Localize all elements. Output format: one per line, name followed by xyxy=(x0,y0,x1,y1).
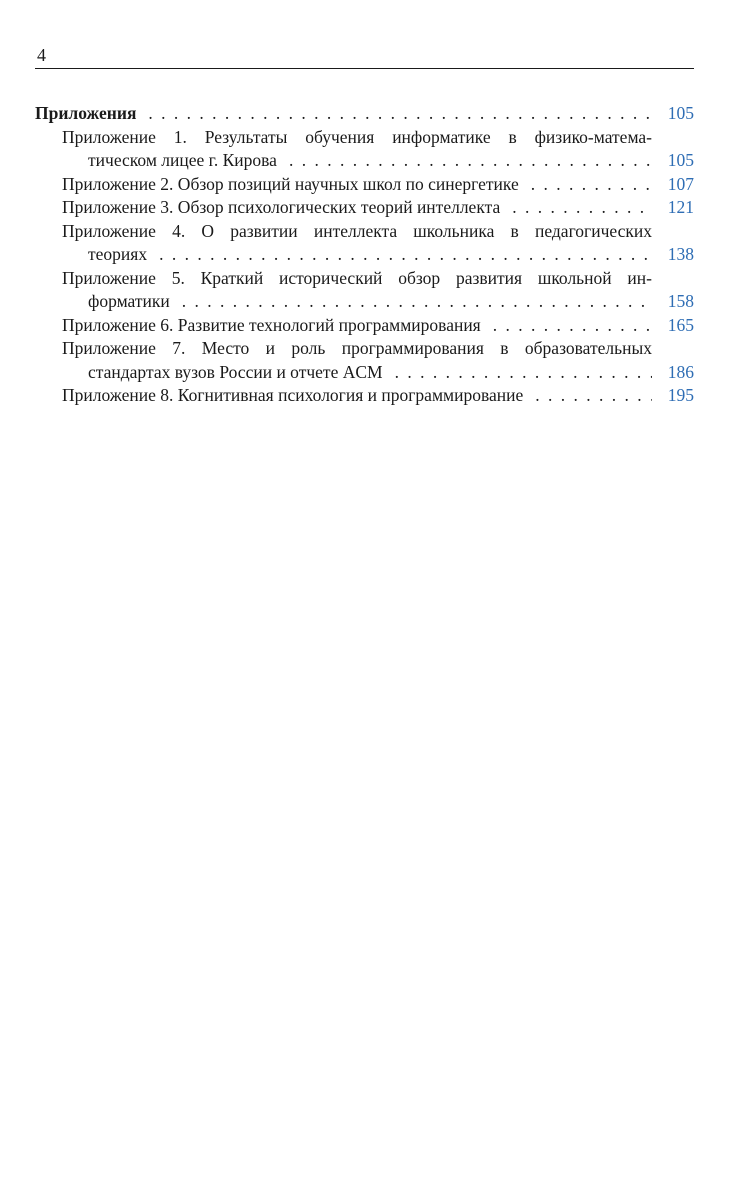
toc-page-link[interactable]: 105 xyxy=(667,103,694,123)
toc-page-link[interactable]: 165 xyxy=(667,314,694,335)
toc-entry-title-line: Приложение 4. О развитии интеллекта школьника в педагогических xyxy=(62,220,652,241)
toc-entry-title-line: Приложение 5. Краткий исторический обзор развития школьной ин- xyxy=(62,267,652,288)
dot-leader xyxy=(512,196,652,220)
toc-entry-title-line: Приложение 8. Когнитивная психология и программирование xyxy=(62,385,524,405)
toc-entry-appendix-7[interactable] xyxy=(62,337,694,384)
toc-page-link[interactable]: 105 xyxy=(667,150,694,170)
toc-page-link[interactable]: 186 xyxy=(667,361,694,382)
toc-entry-appendix-4[interactable] xyxy=(62,220,694,267)
toc-entry-title-line: Приложение 3. Обзор психологических теорий интеллекта xyxy=(62,197,501,217)
dot-leader xyxy=(159,243,652,267)
toc-section-title: Приложения xyxy=(35,103,137,123)
toc-page-link[interactable]: 121 xyxy=(667,197,694,217)
toc-entry-appendix-5[interactable] xyxy=(62,267,694,314)
toc-entry-appendix-6[interactable] xyxy=(62,314,694,338)
header-rule xyxy=(35,68,694,69)
toc-entry-title-line: Приложение 2. Обзор позиций научных школ по синергетике xyxy=(62,173,519,194)
toc-page-link[interactable]: 195 xyxy=(667,385,694,405)
toc-entry-title-line: теориях xyxy=(88,244,148,264)
dot-leader xyxy=(535,384,652,408)
dot-leader xyxy=(395,361,652,385)
toc-entry-title-line: Приложение 7. Место и роль программирования в образовательных xyxy=(62,338,652,358)
dot-leader xyxy=(148,102,652,126)
toc-entry-appendix-1[interactable] xyxy=(62,126,694,173)
toc-entry-title-line: тическом лицее г. Кирова xyxy=(88,150,277,170)
toc-entry-title-line: Приложение 6. Развитие технологий программирования xyxy=(62,314,481,335)
toc-entry-title-line: форматики xyxy=(88,291,170,311)
toc-entry-appendix-2[interactable] xyxy=(62,173,694,197)
dot-leader xyxy=(493,314,652,338)
toc-page-link[interactable]: 158 xyxy=(667,291,694,311)
toc-entry-appendix-3[interactable] xyxy=(62,196,694,220)
toc-entry-appendix-8[interactable] xyxy=(62,384,694,408)
dot-leader xyxy=(531,173,652,197)
table-of-contents xyxy=(35,102,694,408)
toc-entry-title-line: Приложение 1. Результаты обучения информатике в физико-матема- xyxy=(62,126,652,147)
toc-section-appendices[interactable] xyxy=(35,102,694,126)
dot-leader xyxy=(182,290,652,314)
toc-page-link[interactable]: 138 xyxy=(667,244,694,264)
toc-entry-title-line: стандартах вузов России и отчете ACM xyxy=(88,361,383,382)
page-number: 4 xyxy=(37,45,46,65)
toc-page-link[interactable]: 107 xyxy=(667,173,694,194)
dot-leader xyxy=(289,149,652,173)
